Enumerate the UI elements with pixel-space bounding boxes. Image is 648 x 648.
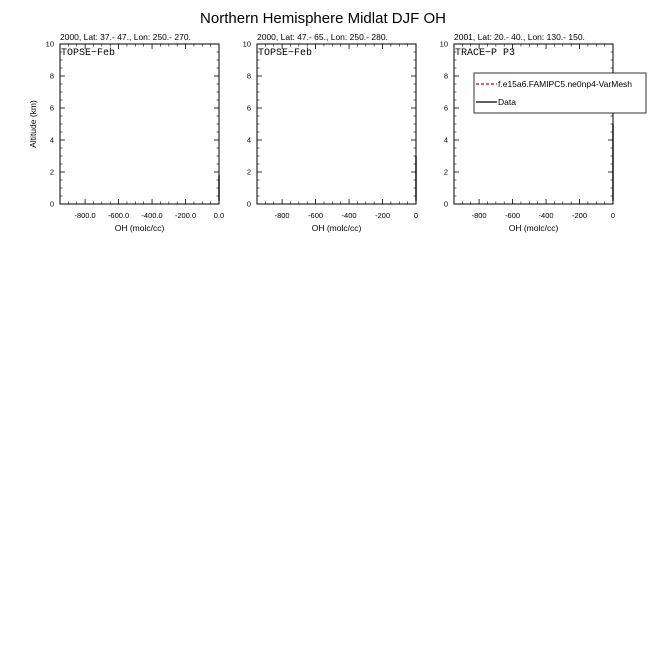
y-tick-label: 10	[45, 39, 54, 49]
x-tick-label: -200	[572, 211, 588, 220]
x-tick-label: -400.0	[141, 211, 163, 220]
x-tick-label: 0	[610, 211, 616, 220]
y-tick-label: 6	[443, 103, 448, 113]
y-tick-label: 2	[246, 167, 251, 177]
x-tick-label: -600.0	[107, 211, 130, 220]
campaign-label: TRACE−P P3	[455, 48, 516, 59]
x-tick-label: 0	[413, 211, 419, 220]
x-axis-label: OH (molc/cc)	[508, 223, 559, 233]
legend-label: f.e15a6.FAMIPC5.ne0np4-VarMesh	[498, 79, 633, 89]
x-tick-label: -600	[505, 211, 521, 220]
x-axis-label: OH (molc/cc)	[114, 223, 165, 233]
y-tick-label: 0	[443, 199, 448, 209]
y-tick-label: 4	[246, 135, 251, 145]
y-tick-label: 2	[443, 167, 448, 177]
x-tick-label: -200	[375, 211, 391, 220]
y-tick-label: 8	[246, 71, 251, 81]
y-tick-label: 2	[49, 167, 54, 177]
x-tick-label: -200.0	[174, 211, 197, 220]
y-tick-label: 6	[49, 103, 54, 113]
x-tick-label: -600	[308, 211, 324, 220]
x-tick-label: -800.0	[74, 211, 96, 220]
x-axis-label: OH (molc/cc)	[311, 223, 362, 233]
y-tick-label: 10	[242, 39, 251, 49]
y-tick-label: 6	[246, 103, 251, 113]
x-tick-label: -800	[274, 211, 290, 220]
y-tick-label: 0	[49, 199, 54, 209]
x-tick-label: -400	[538, 211, 554, 220]
y-tick-label: 10	[439, 39, 448, 49]
x-tick-label: 0.0	[213, 211, 225, 220]
y-tick-label: 8	[443, 71, 448, 81]
x-tick-label: -400	[341, 211, 357, 220]
y-tick-label: 4	[49, 135, 54, 145]
y-tick-label: 0	[246, 199, 251, 209]
panel-title: 2000, Lat: 37.- 47., Lon: 250.- 270.	[60, 32, 191, 42]
y-tick-label: 4	[443, 135, 448, 145]
campaign-label: TOPSE−Feb	[258, 48, 313, 59]
panel-title: 2001, Lat: 20.- 40., Lon: 130.- 150.	[454, 32, 585, 42]
y-tick-label: 8	[49, 71, 54, 81]
x-tick-label: -800	[471, 211, 487, 220]
campaign-label: TOPSE−Feb	[61, 48, 116, 59]
figure-title: Northern Hemisphere Midlat DJF OH	[200, 10, 446, 27]
legend	[474, 73, 646, 113]
legend-label: Data	[498, 97, 516, 107]
y-axis-label: Altitude (km)	[28, 100, 38, 148]
panel-title: 2000, Lat: 47.- 65., Lon: 250.- 280.	[257, 32, 388, 42]
